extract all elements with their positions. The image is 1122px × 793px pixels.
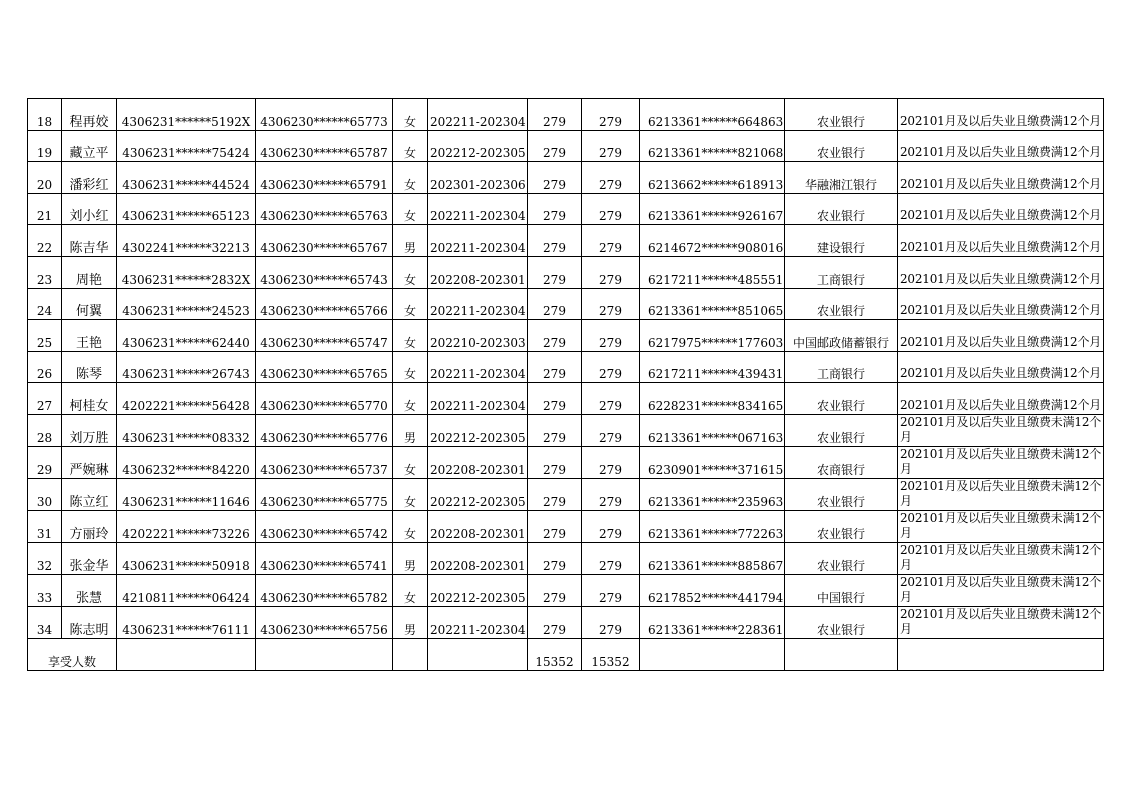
cell-bank-account: 6213361******067163 <box>640 414 785 446</box>
cell-id-no: 4306231******76111 <box>117 606 256 638</box>
cell-gender: 女 <box>393 162 428 194</box>
cell-bank: 农业银行 <box>785 510 898 542</box>
cell-name: 严婉琳 <box>62 446 117 478</box>
cell-period: 202212-202305 <box>428 574 528 606</box>
total-empty-cell <box>898 638 1104 670</box>
cell-no: 32 <box>28 542 62 574</box>
cell-id-no: 4306231******08332 <box>117 414 256 446</box>
cell-id-no: 4306231******24523 <box>117 288 256 320</box>
cell-period: 202301-202306 <box>428 162 528 194</box>
cell-no: 28 <box>28 414 62 446</box>
cell-standard: 279 <box>528 574 582 606</box>
cell-no: 20 <box>28 162 62 194</box>
cell-bank: 农业银行 <box>785 383 898 415</box>
total-standard: 15352 <box>528 638 582 670</box>
cell-remark: 202101月及以后失业且缴费未满12个月 <box>898 510 1104 542</box>
cell-standard: 279 <box>528 225 582 257</box>
cell-gender: 女 <box>393 478 428 510</box>
cell-card-no: 4306230******65775 <box>256 478 393 510</box>
cell-id-no: 4306231******44524 <box>117 162 256 194</box>
cell-bank-account: 6228231******834165 <box>640 383 785 415</box>
cell-bank: 工商银行 <box>785 256 898 288</box>
cell-period: 202211-202304 <box>428 383 528 415</box>
cell-amount: 279 <box>582 351 640 383</box>
cell-remark: 202101月及以后失业且缴费满12个月 <box>898 288 1104 320</box>
table-row <box>28 162 1104 194</box>
cell-amount: 279 <box>582 478 640 510</box>
cell-card-no: 4306230******65756 <box>256 606 393 638</box>
cell-id-no: 4306231******5192X <box>117 99 256 131</box>
cell-bank-account: 6217852******441794 <box>640 574 785 606</box>
cell-bank-account: 6213361******926167 <box>640 193 785 225</box>
cell-name: 陈立红 <box>62 478 117 510</box>
table-row <box>28 446 1104 478</box>
table-row <box>28 383 1104 415</box>
table-row <box>28 478 1104 510</box>
cell-amount: 279 <box>582 320 640 352</box>
cell-card-no: 4306230******65766 <box>256 288 393 320</box>
cell-remark: 202101月及以后失业且缴费满12个月 <box>898 193 1104 225</box>
cell-gender: 女 <box>393 256 428 288</box>
cell-amount: 279 <box>582 130 640 162</box>
cell-gender: 女 <box>393 99 428 131</box>
cell-period: 202208-202301 <box>428 446 528 478</box>
cell-name: 方丽玲 <box>62 510 117 542</box>
cell-name: 陈吉华 <box>62 225 117 257</box>
cell-gender: 女 <box>393 351 428 383</box>
cell-gender: 女 <box>393 574 428 606</box>
cell-card-no: 4306230******65770 <box>256 383 393 415</box>
cell-bank: 建设银行 <box>785 225 898 257</box>
table-row <box>28 130 1104 162</box>
cell-gender: 女 <box>393 288 428 320</box>
cell-no: 25 <box>28 320 62 352</box>
cell-amount: 279 <box>582 288 640 320</box>
table-row <box>28 574 1104 606</box>
cell-period: 202208-202301 <box>428 256 528 288</box>
cell-name: 潘彩红 <box>62 162 117 194</box>
cell-bank-account: 6213361******885867 <box>640 542 785 574</box>
cell-gender: 男 <box>393 606 428 638</box>
cell-amount: 279 <box>582 606 640 638</box>
cell-period: 202211-202304 <box>428 288 528 320</box>
cell-id-no: 4306231******62440 <box>117 320 256 352</box>
cell-period: 202211-202304 <box>428 351 528 383</box>
cell-amount: 279 <box>582 510 640 542</box>
total-empty-cell <box>256 638 393 670</box>
cell-name: 陈琴 <box>62 351 117 383</box>
cell-card-no: 4306230******65787 <box>256 130 393 162</box>
cell-name: 刘万胜 <box>62 414 117 446</box>
cell-no: 23 <box>28 256 62 288</box>
cell-standard: 279 <box>528 542 582 574</box>
cell-bank-account: 6217211******439431 <box>640 351 785 383</box>
cell-remark: 202101月及以后失业且缴费满12个月 <box>898 351 1104 383</box>
cell-bank: 农商银行 <box>785 446 898 478</box>
cell-standard: 279 <box>528 99 582 131</box>
cell-standard: 279 <box>528 193 582 225</box>
cell-amount: 279 <box>582 256 640 288</box>
table-body <box>28 99 1104 671</box>
table-row <box>28 99 1104 131</box>
cell-bank: 农业银行 <box>785 542 898 574</box>
cell-bank: 农业银行 <box>785 606 898 638</box>
cell-remark: 202101月及以后失业且缴费满12个月 <box>898 130 1104 162</box>
table-row <box>28 320 1104 352</box>
total-empty-cell <box>117 638 256 670</box>
table-row <box>28 288 1104 320</box>
cell-no: 24 <box>28 288 62 320</box>
cell-standard: 279 <box>528 510 582 542</box>
cell-period: 202211-202304 <box>428 606 528 638</box>
cell-period: 202211-202304 <box>428 193 528 225</box>
cell-remark: 202101月及以后失业且缴费满12个月 <box>898 162 1104 194</box>
cell-amount: 279 <box>582 225 640 257</box>
cell-gender: 男 <box>393 542 428 574</box>
cell-standard: 279 <box>528 446 582 478</box>
total-label: 享受人数 <box>28 638 117 670</box>
cell-bank: 工商银行 <box>785 351 898 383</box>
cell-card-no: 4306230******65767 <box>256 225 393 257</box>
cell-remark: 202101月及以后失业且缴费满12个月 <box>898 320 1104 352</box>
cell-gender: 女 <box>393 383 428 415</box>
cell-id-no: 4202221******56428 <box>117 383 256 415</box>
cell-no: 22 <box>28 225 62 257</box>
cell-remark: 202101月及以后失业且缴费满12个月 <box>898 256 1104 288</box>
cell-standard: 279 <box>528 288 582 320</box>
table-row <box>28 193 1104 225</box>
total-empty-cell <box>640 638 785 670</box>
cell-name: 程再姣 <box>62 99 117 131</box>
cell-card-no: 4306230******65741 <box>256 542 393 574</box>
cell-gender: 女 <box>393 320 428 352</box>
cell-gender: 女 <box>393 446 428 478</box>
cell-amount: 279 <box>582 383 640 415</box>
cell-card-no: 4306230******65765 <box>256 351 393 383</box>
cell-period: 202208-202301 <box>428 510 528 542</box>
cell-standard: 279 <box>528 383 582 415</box>
cell-amount: 279 <box>582 446 640 478</box>
cell-amount: 279 <box>582 99 640 131</box>
cell-id-no: 4306231******50918 <box>117 542 256 574</box>
cell-amount: 279 <box>582 162 640 194</box>
cell-period: 202211-202304 <box>428 225 528 257</box>
cell-amount: 279 <box>582 414 640 446</box>
cell-remark: 202101月及以后失业且缴费未满12个月 <box>898 414 1104 446</box>
cell-bank-account: 6213361******664863 <box>640 99 785 131</box>
total-amount: 15352 <box>582 638 640 670</box>
cell-bank: 农业银行 <box>785 193 898 225</box>
cell-standard: 279 <box>528 320 582 352</box>
cell-no: 29 <box>28 446 62 478</box>
cell-no: 33 <box>28 574 62 606</box>
cell-amount: 279 <box>582 574 640 606</box>
cell-gender: 女 <box>393 130 428 162</box>
cell-bank: 农业银行 <box>785 288 898 320</box>
cell-card-no: 4306230******65782 <box>256 574 393 606</box>
cell-card-no: 4306230******65763 <box>256 193 393 225</box>
cell-no: 26 <box>28 351 62 383</box>
cell-name: 周艳 <box>62 256 117 288</box>
cell-no: 34 <box>28 606 62 638</box>
cell-id-no: 4306231******11646 <box>117 478 256 510</box>
cell-standard: 279 <box>528 478 582 510</box>
cell-bank: 农业银行 <box>785 414 898 446</box>
total-empty-cell <box>428 638 528 670</box>
cell-remark: 202101月及以后失业且缴费未满12个月 <box>898 574 1104 606</box>
cell-no: 30 <box>28 478 62 510</box>
total-empty-cell <box>785 638 898 670</box>
cell-bank: 农业银行 <box>785 99 898 131</box>
cell-period: 202208-202301 <box>428 542 528 574</box>
cell-id-no: 4306231******75424 <box>117 130 256 162</box>
cell-name: 张慧 <box>62 574 117 606</box>
cell-standard: 279 <box>528 606 582 638</box>
cell-period: 202210-202303 <box>428 320 528 352</box>
cell-id-no: 4202221******73226 <box>117 510 256 542</box>
cell-period: 202212-202305 <box>428 414 528 446</box>
cell-bank-account: 6213361******235963 <box>640 478 785 510</box>
cell-name: 王艳 <box>62 320 117 352</box>
cell-name: 张金华 <box>62 542 117 574</box>
table-row <box>28 256 1104 288</box>
cell-bank-account: 6213361******228361 <box>640 606 785 638</box>
cell-no: 21 <box>28 193 62 225</box>
cell-gender: 女 <box>393 193 428 225</box>
cell-remark: 202101月及以后失业且缴费未满12个月 <box>898 446 1104 478</box>
cell-card-no: 4306230******65776 <box>256 414 393 446</box>
cell-gender: 男 <box>393 225 428 257</box>
cell-name: 陈志明 <box>62 606 117 638</box>
cell-bank-account: 6213662******618913 <box>640 162 785 194</box>
beneficiary-table <box>27 98 1104 671</box>
cell-card-no: 4306230******65742 <box>256 510 393 542</box>
cell-bank-account: 6217975******177603 <box>640 320 785 352</box>
cell-period: 202212-202305 <box>428 478 528 510</box>
table-row <box>28 542 1104 574</box>
cell-gender: 女 <box>393 510 428 542</box>
cell-standard: 279 <box>528 414 582 446</box>
cell-remark: 202101月及以后失业且缴费未满12个月 <box>898 478 1104 510</box>
cell-period: 202211-202304 <box>428 99 528 131</box>
cell-bank: 中国银行 <box>785 574 898 606</box>
cell-remark: 202101月及以后失业且缴费满12个月 <box>898 99 1104 131</box>
cell-bank-account: 6214672******908016 <box>640 225 785 257</box>
cell-bank: 农业银行 <box>785 478 898 510</box>
cell-card-no: 4306230******65791 <box>256 162 393 194</box>
cell-id-no: 4210811******06424 <box>117 574 256 606</box>
total-empty-cell <box>393 638 428 670</box>
cell-id-no: 4306232******84220 <box>117 446 256 478</box>
cell-no: 19 <box>28 130 62 162</box>
cell-no: 27 <box>28 383 62 415</box>
cell-bank-account: 6213361******821068 <box>640 130 785 162</box>
cell-gender: 男 <box>393 414 428 446</box>
cell-bank-account: 6213361******772263 <box>640 510 785 542</box>
cell-standard: 279 <box>528 130 582 162</box>
total-row <box>28 638 1104 670</box>
cell-amount: 279 <box>582 542 640 574</box>
cell-no: 31 <box>28 510 62 542</box>
cell-amount: 279 <box>582 193 640 225</box>
cell-remark: 202101月及以后失业且缴费满12个月 <box>898 225 1104 257</box>
cell-id-no: 4306231******26743 <box>117 351 256 383</box>
table-row <box>28 225 1104 257</box>
table-row <box>28 414 1104 446</box>
cell-remark: 202101月及以后失业且缴费满12个月 <box>898 383 1104 415</box>
cell-name: 柯桂女 <box>62 383 117 415</box>
cell-id-no: 4306231******65123 <box>117 193 256 225</box>
cell-card-no: 4306230******65743 <box>256 256 393 288</box>
table-row <box>28 510 1104 542</box>
cell-standard: 279 <box>528 162 582 194</box>
cell-no: 18 <box>28 99 62 131</box>
cell-remark: 202101月及以后失业且缴费未满12个月 <box>898 606 1104 638</box>
cell-bank-account: 6213361******851065 <box>640 288 785 320</box>
cell-bank: 华融湘江银行 <box>785 162 898 194</box>
cell-bank-account: 6217211******485551 <box>640 256 785 288</box>
cell-name: 何翼 <box>62 288 117 320</box>
cell-card-no: 4306230******65737 <box>256 446 393 478</box>
table-row <box>28 351 1104 383</box>
cell-id-no: 4306231******2832X <box>117 256 256 288</box>
table-row <box>28 606 1104 638</box>
cell-name: 刘小红 <box>62 193 117 225</box>
cell-bank: 中国邮政储蓄银行 <box>785 320 898 352</box>
cell-bank: 农业银行 <box>785 130 898 162</box>
cell-id-no: 4302241******32213 <box>117 225 256 257</box>
cell-bank-account: 6230901******371615 <box>640 446 785 478</box>
cell-name: 藏立平 <box>62 130 117 162</box>
cell-remark: 202101月及以后失业且缴费未满12个月 <box>898 542 1104 574</box>
cell-period: 202212-202305 <box>428 130 528 162</box>
cell-standard: 279 <box>528 351 582 383</box>
cell-standard: 279 <box>528 256 582 288</box>
cell-card-no: 4306230******65747 <box>256 320 393 352</box>
cell-card-no: 4306230******65773 <box>256 99 393 131</box>
